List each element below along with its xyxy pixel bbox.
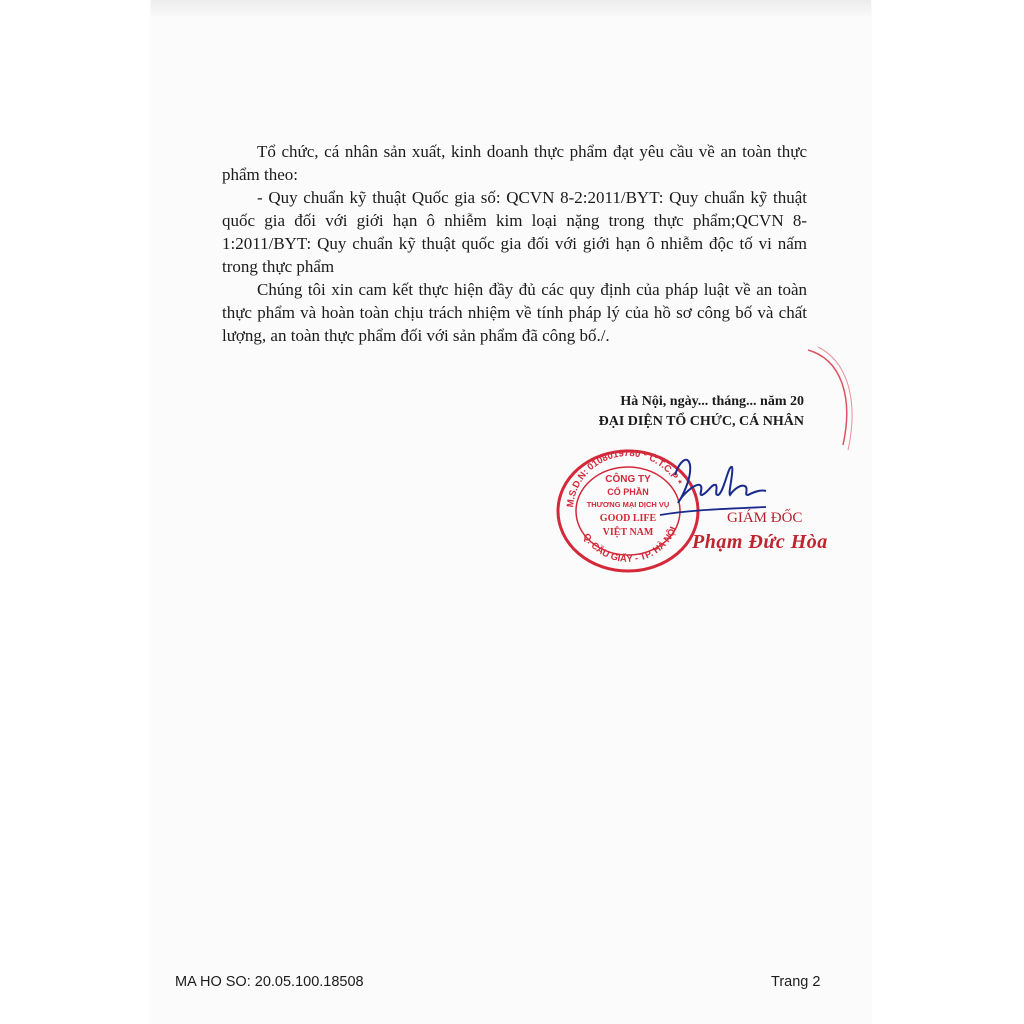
scan-top-edge [151, 0, 871, 18]
representative-title: ĐẠI DIỆN TỔ CHỨC, CÁ NHÂN [598, 414, 804, 429]
file-code: MA HO SO: 20.05.100.18508 [175, 974, 364, 990]
seal-line-1: CÔNG TY [605, 474, 651, 485]
body-text [222, 140, 807, 347]
partial-stamp-mark [798, 345, 858, 455]
seal-line-3: THƯƠNG MẠI DỊCH VỤ [586, 500, 670, 509]
seal-line-2: CỔ PHẦN [607, 487, 649, 497]
page-number: Trang 2 [771, 974, 821, 990]
signatory-title: GIÁM ĐỐC [727, 510, 803, 526]
seal-line-5: VIỆT NAM [602, 527, 654, 538]
seal-line-4: GOOD LIFE [599, 513, 657, 524]
standard-paragraph: - Quy chuẩn kỹ thuật Quốc gia số: QCVN 8-2:2011/BYT: Quy chuẩn kỹ thuật quốc gia đối với giới hạn ô nhiễm kim loại nặng trong thực phẩm;QCVN 8-1:2011/BYT: Quy chuẩn kỹ thuật quốc gia đối với giới hạn ô nhiễm độc tố vi nấm trong thực phẩm [222, 188, 807, 276]
commitment-paragraph: Chúng tôi xin cam kết thực hiện đầy đủ các quy định của pháp luật về an toàn thực phẩm và hoàn toàn chịu trách nhiệm về tính pháp lý của hồ sơ công bố và chất lượng, an toàn thực phẩm đối với sản phẩm đã công bố./. [222, 280, 807, 345]
seal-ring-top-text: M.S.D.N: 0108019780 * C.T.C.P * [565, 448, 684, 508]
seal-ring-bottom-text: Q. CẦU GIẤY - TP. HÀ NỘI [580, 525, 680, 565]
signatory-name: Phạm Đức Hòa [692, 531, 828, 553]
place-date: Hà Nội, ngày... tháng... năm 20 [620, 394, 804, 409]
intro-paragraph: Tổ chức, cá nhân sản xuất, kinh doanh thực phẩm đạt yêu cầu về an toàn thực phẩm theo: [222, 142, 807, 184]
